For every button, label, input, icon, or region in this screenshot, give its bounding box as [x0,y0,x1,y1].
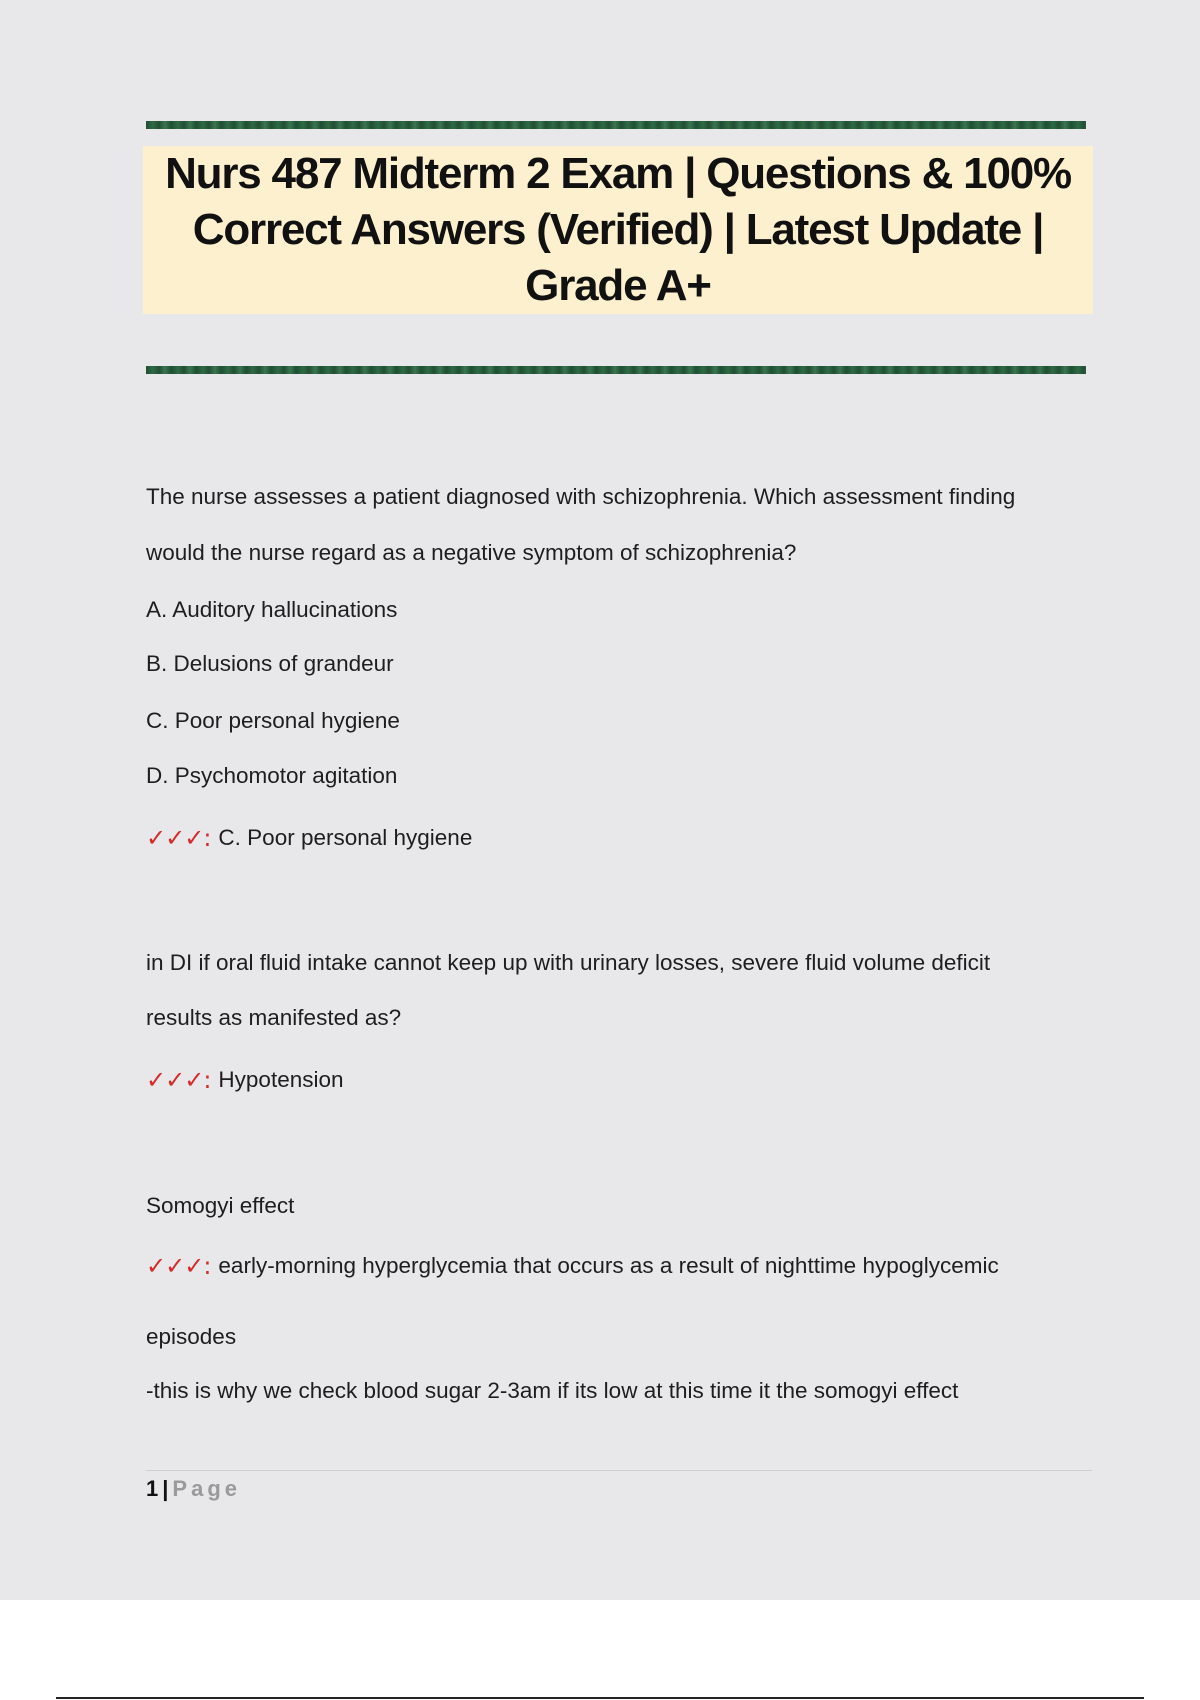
page-separator: | [162,1476,169,1501]
page-number: 1 [146,1476,159,1501]
question-3-answer [146,1252,999,1280]
question-2-answer [146,1066,344,1094]
question-2-line-2: results as manifested as? [146,1005,402,1030]
question-1-option-c: C. Poor personal hygiene [146,708,400,733]
question-1-option-a: A. Auditory hallucinations [146,597,398,622]
question-1-answer [146,824,472,852]
question-1-line-1: The nurse assesses a patient diagnosed with schizophrenia. Which assessment finding [146,484,1016,509]
title-box [143,146,1093,314]
question-3-answer-cont-2: -this is why we check blood sugar 2-3am if its low at this time it the somogyi effect [146,1378,959,1403]
title-bottom-border [146,366,1086,374]
question-1-line-2: would the nurse regard as a negative symptom of schizophrenia? [146,540,797,565]
question-2-line-1: in DI if oral fluid intake cannot keep up with urinary losses, severe fluid volume deficit [146,950,991,975]
check-marks-icon: ✓✓✓: [146,824,211,852]
question-1-option-d: D. Psychomotor agitation [146,763,398,788]
page-footer [146,1476,241,1502]
next-page-divider [56,1697,1144,1699]
check-marks-icon: ✓✓✓: [146,1066,211,1094]
question-3-answer-text: early-morning hyperglycemia that occurs as a result of nighttime hypoglycemic [218,1253,999,1278]
check-marks-icon: ✓✓✓: [146,1252,211,1280]
question-2-answer-text: Hypotension [218,1067,344,1092]
question-1-answer-text: C. Poor personal hygiene [218,825,473,850]
question-3-answer-cont-1: episodes [146,1324,237,1349]
question-1-option-b: B. Delusions of grandeur [146,651,394,676]
question-3-line-1: Somogyi effect [146,1193,295,1218]
footer-divider [146,1470,1092,1471]
page-label: Page [172,1476,241,1501]
title-top-border [146,121,1086,129]
document-title: Nurs 487 Midterm 2 Exam | Questions & 100% Correct Answers (Verified) | Latest Update | Grade A+ [165,149,1071,310]
